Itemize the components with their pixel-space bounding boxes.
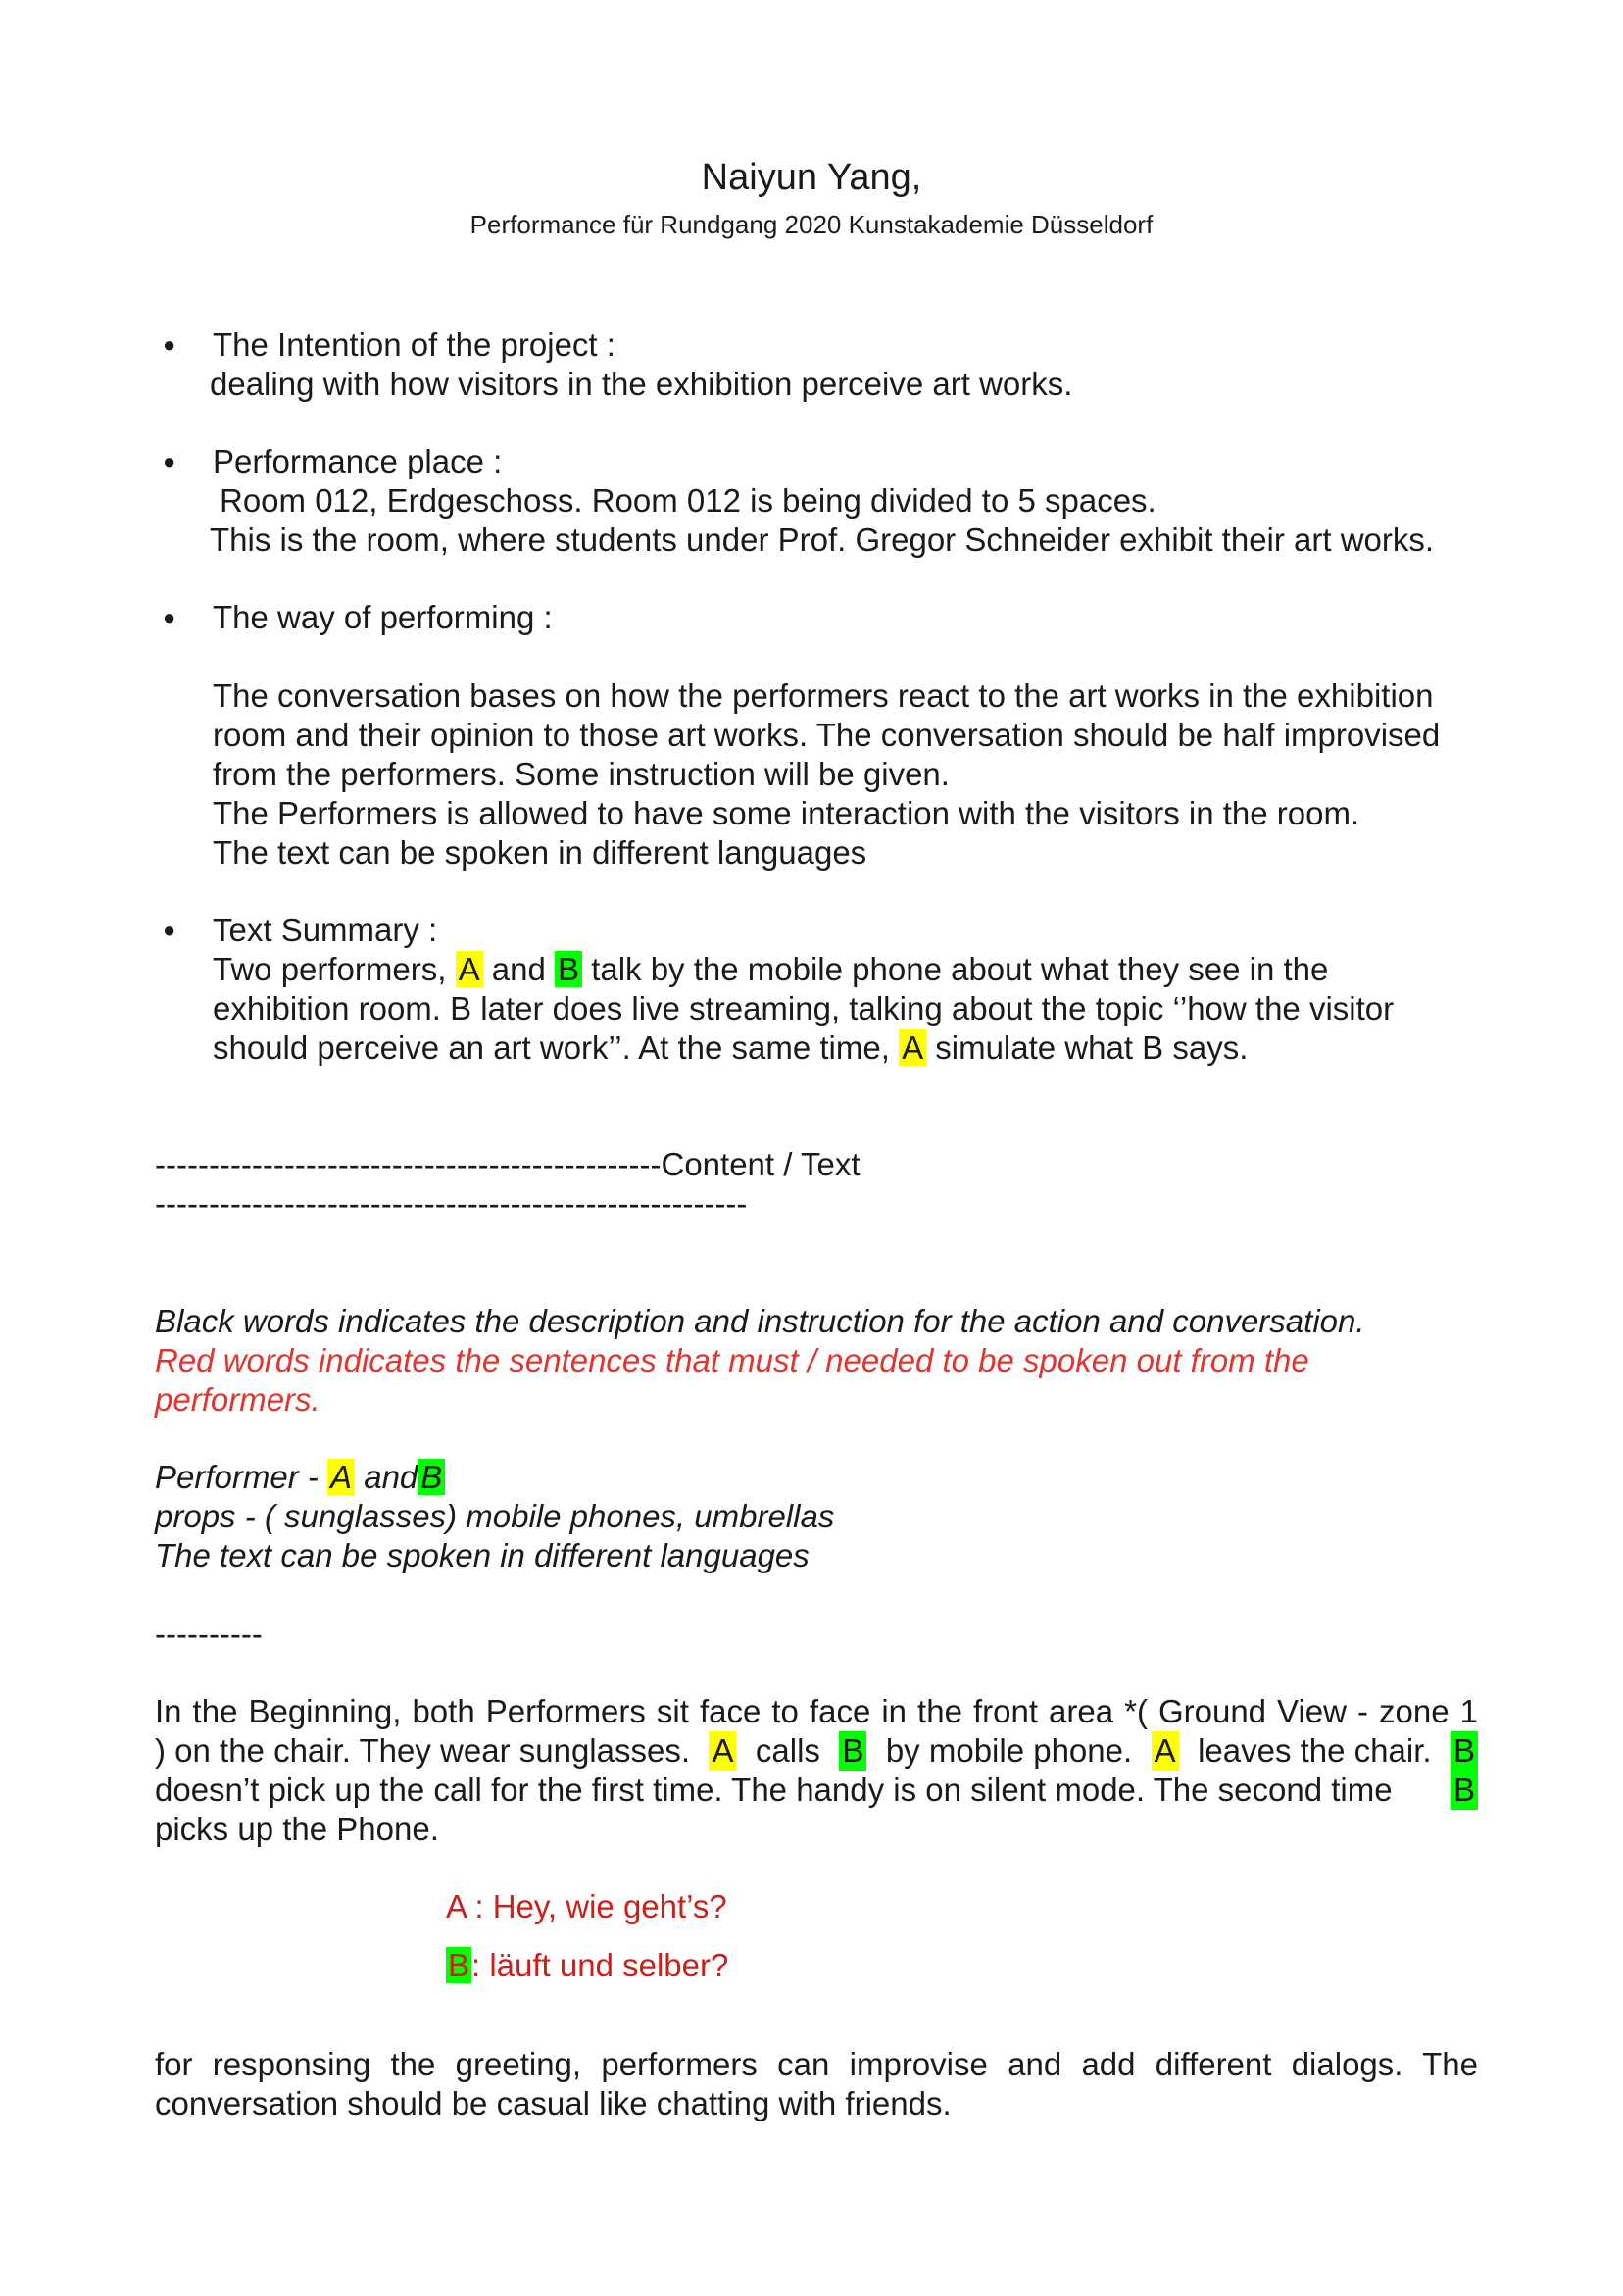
bullet-icon: ● — [163, 918, 176, 942]
performer-a-highlight: A — [899, 1029, 926, 1066]
performer-a-highlight: A — [709, 1731, 736, 1771]
summary-text-3a: should perceive an art work’’. At the same time, — [213, 1029, 890, 1066]
beginning-line-1: In the Beginning, both Performers sit face to face in the front area *( Ground View - zone 1 — [155, 1693, 1478, 1729]
performer-b-highlight: B — [1451, 1731, 1478, 1771]
performer-b-highlight: B — [418, 1459, 445, 1495]
summary-text-3b: simulate what B says. — [935, 1029, 1249, 1066]
performer-b-highlight: B — [839, 1731, 866, 1771]
beginning-line-3 — [155, 1771, 1478, 1810]
intention-heading: The Intention of the project : — [213, 326, 615, 363]
beginning-3a: doesn’t pick up the call for the first time. The handy is on silent mode. The second time — [155, 1772, 1393, 1808]
dialog-b-text: : läuft und selber? — [471, 1947, 729, 1983]
bullet-icon: ● — [163, 449, 176, 474]
document-title: Naiyun Yang, — [701, 157, 922, 198]
closing-line-2: conversation should be casual like chatting with friends. — [155, 2085, 952, 2121]
summary-text-1a: Two performers, — [213, 951, 447, 987]
content-divider-2: ------------------------------------------------------- — [155, 1185, 748, 1222]
place-text-2: This is the room, where students under Prof. Gregor Schneider exhibit their art works. — [210, 522, 1435, 558]
beginning-line-4: picks up the Phone. — [155, 1811, 439, 1847]
summary-text-2: exhibition room. B later does live streaming, talking about the topic ‘’how the visitor — [213, 990, 1395, 1026]
intention-text: dealing with how visitors in the exhibition perceive art works. — [210, 366, 1073, 402]
content-divider-1: -----------------------------------------------Content / Text — [155, 1146, 861, 1182]
summary-text-1b: talk by the mobile phone about what they see in the — [591, 951, 1329, 987]
summary-text-1 — [213, 950, 1328, 989]
place-text-1: Room 012, Erdgeschoss. Room 012 is being divided to 5 spaces. — [220, 482, 1156, 519]
summary-text-3 — [213, 1028, 1248, 1068]
way-heading: The way of performing : — [213, 599, 553, 635]
way-text-5: The text can be spoken in different languages — [213, 834, 867, 871]
place-heading: Performance place : — [213, 443, 503, 479]
summary-heading: Text Summary : — [213, 912, 438, 948]
performer-label: Performer - — [155, 1459, 319, 1495]
closing-line-1: for responsing the greeting, performers can improvise and add different dialogs. The — [155, 2046, 1478, 2082]
languages-line: The text can be spoken in different languages — [155, 1537, 810, 1573]
beginning-2d: leaves the chair. — [1198, 1732, 1432, 1769]
beginning-2c: by mobile phone. — [885, 1732, 1133, 1769]
performer-line — [155, 1458, 445, 1497]
performer-and: and — [364, 1459, 418, 1495]
props-line: props - ( sunglasses) mobile phones, umbrellas — [155, 1498, 835, 1534]
beginning-2b: calls — [755, 1732, 820, 1769]
way-text-2: room and their opinion to those art works. The conversation should be half improvised — [213, 717, 1441, 753]
performer-a-highlight: A — [327, 1459, 355, 1495]
summary-and: and — [491, 951, 546, 987]
performer-a-highlight: A — [456, 951, 483, 987]
performer-a-highlight: A — [1152, 1731, 1179, 1771]
bullet-icon: ● — [163, 332, 176, 357]
way-text-3: from the performers. Some instruction will be given. — [213, 756, 950, 792]
performer-b-highlight: B — [1451, 1771, 1478, 1810]
beginning-2a: ) on the chair. They wear sunglasses. — [155, 1732, 691, 1769]
way-text-1: The conversation bases on how the performers react to the art works in the exhibition — [213, 677, 1434, 714]
beginning-line-2 — [155, 1731, 1478, 1771]
legend-red-1: Red words indicates the sentences that must / needed to be spoken out from the — [155, 1342, 1309, 1378]
legend-red-2: performers. — [155, 1381, 320, 1418]
performer-b-highlight: B — [555, 951, 582, 987]
document-subtitle: Performance für Rundgang 2020 Kunstakademie Düsseldorf — [469, 210, 1154, 239]
separator: ---------- — [155, 1616, 263, 1652]
bullet-icon: ● — [163, 605, 176, 629]
dialog-b-line — [446, 1946, 728, 1985]
legend-black: Black words indicates the description and instruction for the action and conversation. — [155, 1303, 1365, 1339]
way-text-4: The Performers is allowed to have some interaction with the visitors in the room. — [213, 795, 1360, 831]
dialog-b-label: B — [448, 1947, 470, 1983]
dialog-a-line: A : Hey, wie geht’s? — [446, 1888, 727, 1924]
